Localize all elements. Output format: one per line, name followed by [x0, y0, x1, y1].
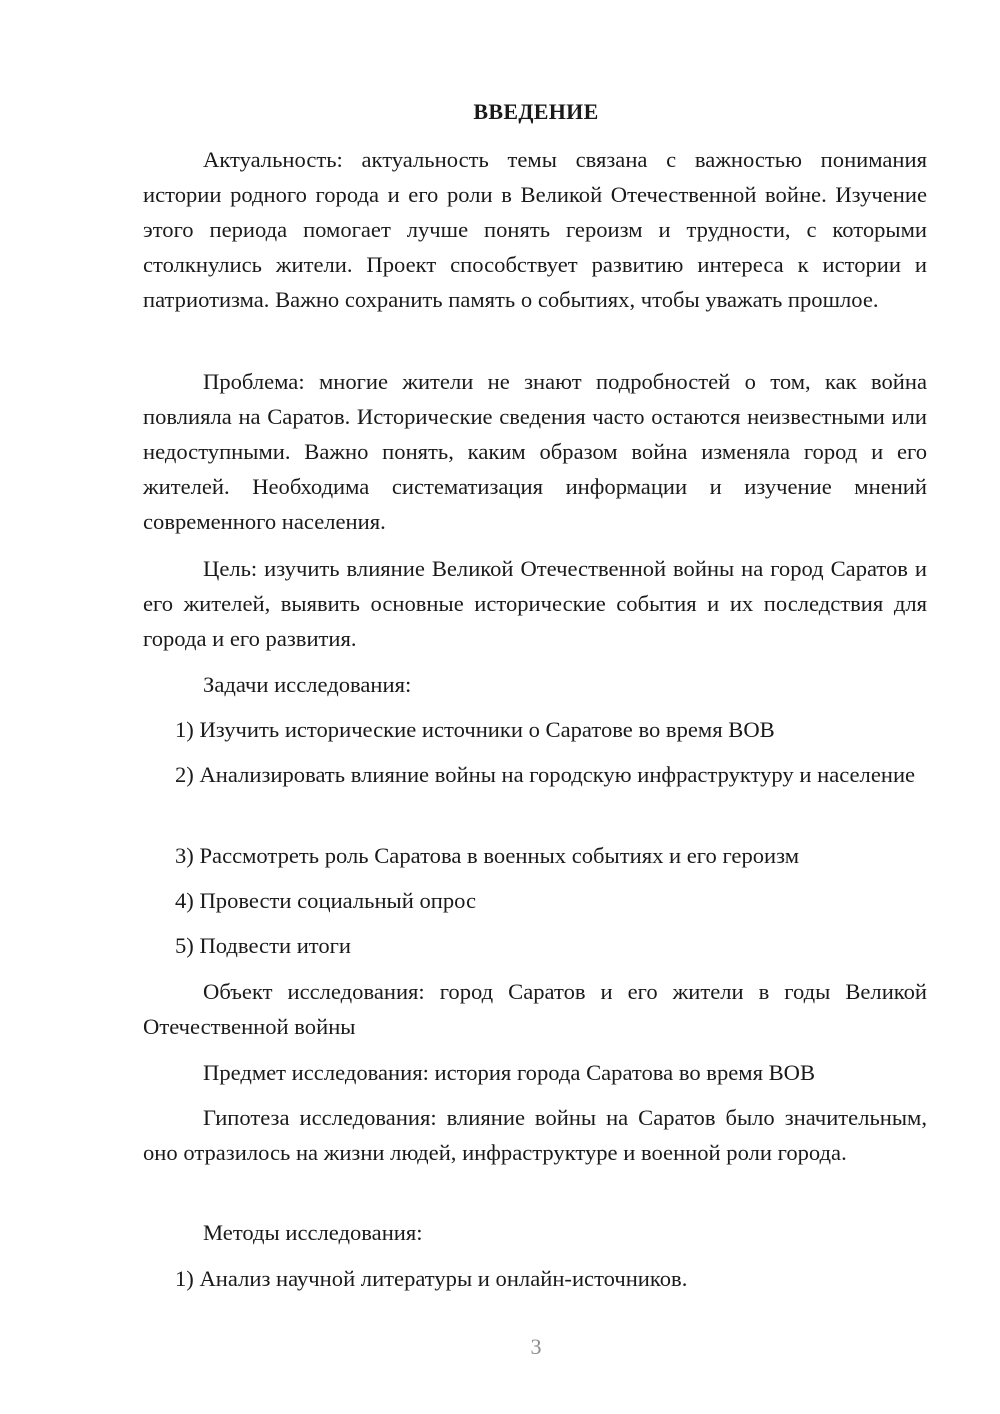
relevance-paragraph: Актуальность: актуальность темы связана с важностью понимания истории родного города и его роли в Великой Отечественной войне. Изучение этого периода помогает лучше понять героизм и трудности, с которыми столкнулись жители. Проект способствует развитию интереса к истории и патриотизма. Важно сохранить память о событиях, чтобы уважать прошлое.	[143, 147, 927, 312]
goal-paragraph: Цель: изучить влияние Великой Отечественной войны на город Саратов и его жителей, выявить основные исторические события и их последствия для города и его развития.	[143, 556, 927, 651]
object-paragraph: Объект исследования: город Саратов и его жители в годы Великой Отечественной войны	[143, 979, 927, 1039]
task-item-1: 1) Изучить исторические источники о Саратове во время ВОВ	[175, 717, 775, 742]
page-title: ВВЕДЕНИЕ	[473, 99, 599, 124]
methods-heading: Методы исследования:	[203, 1220, 423, 1245]
task-item-3: 3) Рассмотреть роль Саратова в военных событиях и его героизм	[175, 843, 800, 868]
hypothesis-paragraph: Гипотеза исследования: влияние войны на Саратов было значительным, оно отразилось на жизни людей, инфраструктуре и военной роли города.	[143, 1105, 927, 1165]
tasks-heading: Задачи исследования:	[203, 672, 412, 697]
task-item-5: 5) Подвести итоги	[175, 933, 352, 958]
page-number: 3	[530, 1334, 542, 1359]
task-item-4: 4) Провести социальный опрос	[175, 888, 477, 913]
problem-paragraph: Проблема: многие жители не знают подробностей о том, как война повлияла на Саратов. Исторические сведения часто остаются неизвестными или недоступными. Важно понять, каким образом война изменяла город и его жителей. Необходима систематизация информации и изучение мнений современного населения.	[143, 369, 927, 534]
task-item-2: 2) Анализировать влияние войны на городскую инфраструктуру и население	[175, 762, 916, 787]
method-item-1: 1) Анализ научной литературы и онлайн-источников.	[175, 1266, 688, 1291]
subject-paragraph: Предмет исследования: история города Саратова во время ВОВ	[203, 1060, 816, 1085]
